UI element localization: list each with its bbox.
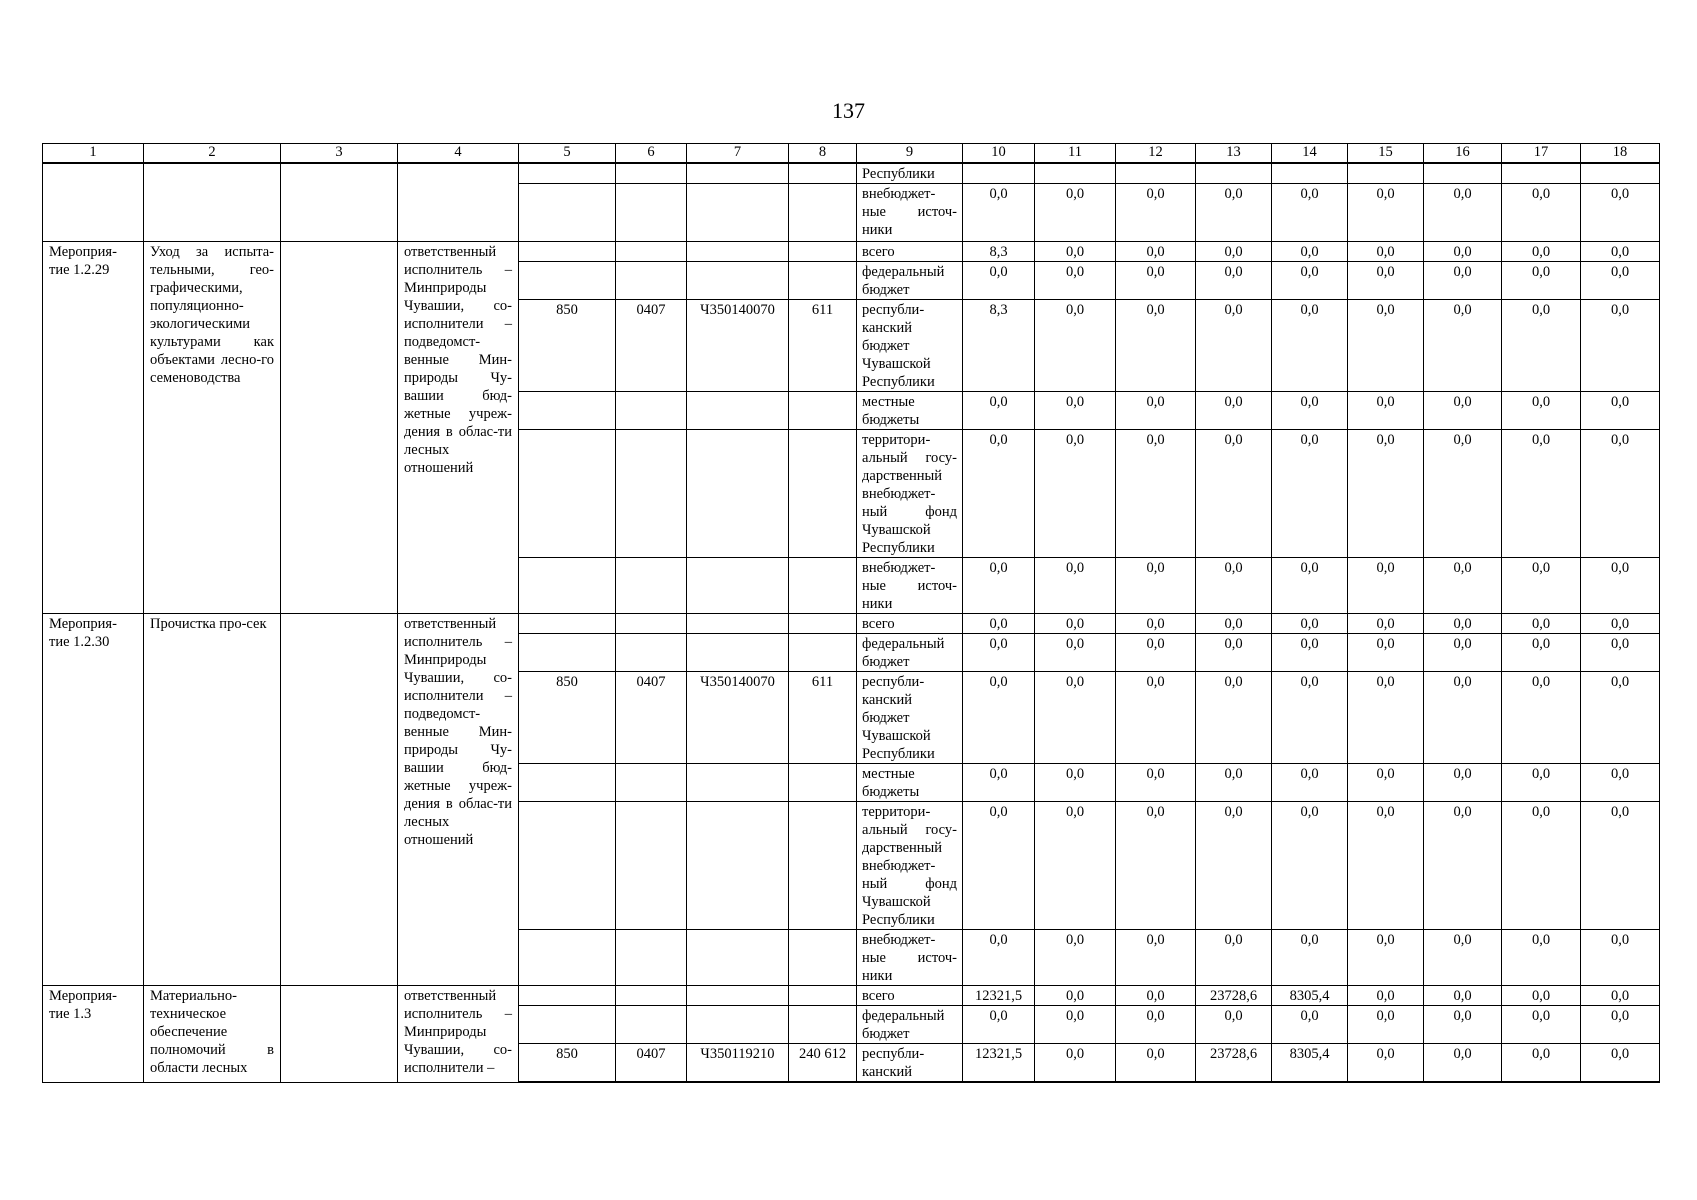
amount-cell: 0,0 [1502, 242, 1581, 262]
funding-source: внебюджет-ные источ-ники [857, 184, 963, 242]
code-section [616, 242, 687, 262]
amount-cell: 0,0 [1502, 930, 1581, 986]
amount-cell [1348, 163, 1424, 184]
page-number: 137 [832, 98, 865, 123]
amount-cell: 0,0 [1196, 614, 1272, 634]
amount-cell: 0,0 [1116, 1044, 1196, 1083]
amount-cell: 0,0 [1116, 242, 1196, 262]
code-target-item [687, 986, 789, 1006]
table-row [43, 242, 1660, 262]
measure-name: Уход за испыта-тельными, гео-графическими, популяционно-экологическими культурами как объектами лесно-го семеноводства [144, 242, 281, 614]
code-section: 0407 [616, 300, 687, 392]
column-number: 4 [398, 144, 519, 164]
amount-cell: 0,0 [1348, 1044, 1424, 1083]
amount-cell [1502, 163, 1581, 184]
measure-number: Мероприя-тие 1.2.30 [43, 614, 144, 986]
amount-cell: 0,0 [1272, 930, 1348, 986]
amount-cell: 0,0 [963, 430, 1035, 558]
code-section [616, 634, 687, 672]
amount-cell: 0,0 [1502, 300, 1581, 392]
amount-cell: 12321,5 [963, 1044, 1035, 1083]
code-target-item [687, 430, 789, 558]
amount-cell: 0,0 [1035, 986, 1116, 1006]
code-grbs: 850 [519, 300, 616, 392]
code-grbs [519, 986, 616, 1006]
column-3-cell [281, 242, 398, 614]
code-expense-type [789, 802, 857, 930]
column-number: 8 [789, 144, 857, 164]
amount-cell: 0,0 [1116, 392, 1196, 430]
amount-cell: 23728,6 [1196, 986, 1272, 1006]
code-grbs [519, 262, 616, 300]
amount-cell: 0,0 [1424, 184, 1502, 242]
funding-source: всего [857, 242, 963, 262]
amount-cell: 0,0 [1196, 558, 1272, 614]
measure-name [144, 163, 281, 242]
amount-cell: 0,0 [1272, 184, 1348, 242]
amount-cell: 0,0 [1581, 184, 1660, 242]
amount-cell: 0,0 [1581, 802, 1660, 930]
code-target-item [687, 242, 789, 262]
amount-cell: 0,0 [963, 184, 1035, 242]
amount-cell: 0,0 [1424, 242, 1502, 262]
amount-cell: 0,0 [1581, 430, 1660, 558]
code-section [616, 764, 687, 802]
amount-cell: 0,0 [1196, 930, 1272, 986]
amount-cell: 0,0 [1502, 672, 1581, 764]
amount-cell: 0,0 [1348, 614, 1424, 634]
amount-cell: 0,0 [1424, 986, 1502, 1006]
amount-cell: 0,0 [1348, 672, 1424, 764]
code-grbs [519, 392, 616, 430]
amount-cell: 0,0 [1196, 242, 1272, 262]
amount-cell: 0,0 [1272, 262, 1348, 300]
amount-cell: 0,0 [1581, 300, 1660, 392]
code-target-item [687, 802, 789, 930]
code-grbs [519, 764, 616, 802]
funding-source: местные бюджеты [857, 392, 963, 430]
amount-cell: 0,0 [1502, 1044, 1581, 1083]
code-expense-type [789, 1006, 857, 1044]
amount-cell: 0,0 [1116, 672, 1196, 764]
amount-cell: 0,0 [1035, 764, 1116, 802]
code-expense-type [789, 242, 857, 262]
amount-cell: 0,0 [1581, 634, 1660, 672]
amount-cell: 0,0 [1348, 430, 1424, 558]
column-number: 14 [1272, 144, 1348, 164]
amount-cell: 0,0 [1348, 242, 1424, 262]
amount-cell: 0,0 [963, 764, 1035, 802]
code-section [616, 802, 687, 930]
code-section [616, 1006, 687, 1044]
column-number: 17 [1502, 144, 1581, 164]
amount-cell: 0,0 [1502, 262, 1581, 300]
amount-cell: 0,0 [963, 634, 1035, 672]
code-grbs: 850 [519, 672, 616, 764]
executor: ответственный исполнитель – Минприроды Чувашии, со-исполнители – подведомст-венные Мин-природы Чу-вашии бюд-жетные учреж-дения в облас-ти лесных отношений [398, 242, 519, 614]
funding-source: всего [857, 614, 963, 634]
code-grbs [519, 1006, 616, 1044]
code-section [616, 262, 687, 300]
amount-cell: 0,0 [1424, 614, 1502, 634]
executor: ответственный исполнитель – Минприроды Чувашии, со-исполнители – подведомст-венные Мин-природы Чу-вашии бюд-жетные учреж-дения в облас-ти лесных отношений [398, 614, 519, 986]
code-grbs: 850 [519, 1044, 616, 1083]
amount-cell: 0,0 [1348, 764, 1424, 802]
code-expense-type [789, 764, 857, 802]
amount-cell: 0,0 [1424, 558, 1502, 614]
column-number: 10 [963, 144, 1035, 164]
amount-cell: 0,0 [1348, 930, 1424, 986]
column-number: 12 [1116, 144, 1196, 164]
amount-cell: 0,0 [1035, 1044, 1116, 1083]
code-grbs [519, 930, 616, 986]
code-expense-type [789, 430, 857, 558]
code-target-item [687, 634, 789, 672]
code-target-item [687, 262, 789, 300]
code-expense-type [789, 262, 857, 300]
amount-cell: 8305,4 [1272, 1044, 1348, 1083]
code-section [616, 392, 687, 430]
amount-cell: 0,0 [1272, 558, 1348, 614]
amount-cell: 0,0 [1116, 986, 1196, 1006]
amount-cell: 0,0 [1272, 392, 1348, 430]
amount-cell: 0,0 [1116, 764, 1196, 802]
funding-source: всего [857, 986, 963, 1006]
amount-cell: 0,0 [963, 614, 1035, 634]
code-section [616, 430, 687, 558]
code-grbs [519, 163, 616, 184]
column-number: 3 [281, 144, 398, 164]
amount-cell: 0,0 [1502, 764, 1581, 802]
code-section [616, 558, 687, 614]
amount-cell: 0,0 [1035, 634, 1116, 672]
amount-cell: 0,0 [1196, 764, 1272, 802]
amount-cell: 0,0 [1502, 986, 1581, 1006]
amount-cell: 0,0 [1035, 184, 1116, 242]
amount-cell: 0,0 [1581, 392, 1660, 430]
amount-cell: 0,0 [1348, 634, 1424, 672]
amount-cell: 0,0 [1035, 392, 1116, 430]
amount-cell: 8305,4 [1272, 986, 1348, 1006]
code-target-item [687, 1006, 789, 1044]
amount-cell: 0,0 [1424, 300, 1502, 392]
measure-name: Материально-техническое обеспечение полномочий в области лесных [144, 986, 281, 1083]
amount-cell: 0,0 [1581, 614, 1660, 634]
table-row [43, 986, 1660, 1006]
amount-cell: 0,0 [1502, 1006, 1581, 1044]
amount-cell: 0,0 [1272, 614, 1348, 634]
code-target-item [687, 392, 789, 430]
column-number: 11 [1035, 144, 1116, 164]
amount-cell: 0,0 [963, 1006, 1035, 1044]
amount-cell: 0,0 [1272, 764, 1348, 802]
code-expense-type [789, 392, 857, 430]
amount-cell [963, 163, 1035, 184]
amount-cell: 0,0 [1272, 672, 1348, 764]
amount-cell: 0,0 [1116, 430, 1196, 558]
amount-cell: 0,0 [1348, 184, 1424, 242]
measure-number: Мероприя-тие 1.3 [43, 986, 144, 1083]
column-number: 7 [687, 144, 789, 164]
amount-cell: 0,0 [1502, 802, 1581, 930]
amount-cell [1196, 163, 1272, 184]
code-target-item [687, 558, 789, 614]
executor [398, 163, 519, 242]
funding-source: территори-альный госу-дарственный внебюджет-ный фонд Чувашской Республики [857, 802, 963, 930]
code-grbs [519, 614, 616, 634]
amount-cell: 0,0 [1424, 672, 1502, 764]
budget-table [42, 143, 1660, 1083]
amount-cell: 0,0 [1348, 262, 1424, 300]
amount-cell: 0,0 [1035, 558, 1116, 614]
amount-cell: 0,0 [1116, 634, 1196, 672]
amount-cell: 0,0 [963, 930, 1035, 986]
code-expense-type [789, 558, 857, 614]
amount-cell: 0,0 [1035, 614, 1116, 634]
amount-cell: 12321,5 [963, 986, 1035, 1006]
amount-cell: 0,0 [1196, 300, 1272, 392]
column-3-cell [281, 163, 398, 242]
amount-cell: 8,3 [963, 300, 1035, 392]
funding-source: внебюджет-ные источ-ники [857, 930, 963, 986]
code-expense-type [789, 614, 857, 634]
funding-source: территори-альный госу-дарственный внебюджет-ный фонд Чувашской Республики [857, 430, 963, 558]
amount-cell: 0,0 [1502, 558, 1581, 614]
code-section: 0407 [616, 672, 687, 764]
code-expense-type: 240 612 [789, 1044, 857, 1083]
code-target-item: Ч350119210 [687, 1044, 789, 1083]
amount-cell: 0,0 [1272, 242, 1348, 262]
column-number: 18 [1581, 144, 1660, 164]
amount-cell: 0,0 [1424, 1006, 1502, 1044]
amount-cell: 0,0 [1035, 300, 1116, 392]
amount-cell: 0,0 [1424, 802, 1502, 930]
amount-cell [1272, 163, 1348, 184]
column-number: 15 [1348, 144, 1424, 164]
amount-cell [1581, 163, 1660, 184]
funding-source: Республики [857, 163, 963, 184]
code-section [616, 614, 687, 634]
amount-cell: 0,0 [1196, 262, 1272, 300]
measure-name: Прочистка про-сек [144, 614, 281, 986]
amount-cell: 0,0 [1348, 802, 1424, 930]
amount-cell: 0,0 [963, 392, 1035, 430]
code-expense-type [789, 634, 857, 672]
code-expense-type [789, 163, 857, 184]
amount-cell: 0,0 [1035, 802, 1116, 930]
amount-cell: 0,0 [1581, 558, 1660, 614]
amount-cell: 0,0 [1348, 392, 1424, 430]
column-number: 16 [1424, 144, 1502, 164]
amount-cell: 0,0 [1424, 430, 1502, 558]
column-number: 9 [857, 144, 963, 164]
code-target-item [687, 930, 789, 986]
measure-number [43, 163, 144, 242]
column-number: 13 [1196, 144, 1272, 164]
amount-cell: 0,0 [1116, 184, 1196, 242]
amount-cell: 0,0 [1581, 930, 1660, 986]
amount-cell: 0,0 [1581, 986, 1660, 1006]
amount-cell: 0,0 [1196, 802, 1272, 930]
amount-cell: 0,0 [1424, 634, 1502, 672]
amount-cell: 0,0 [1581, 1044, 1660, 1083]
executor: ответственный исполнитель – Минприроды Чувашии, со-исполнители – [398, 986, 519, 1083]
code-section [616, 986, 687, 1006]
amount-cell: 0,0 [1272, 634, 1348, 672]
amount-cell: 0,0 [1116, 802, 1196, 930]
column-3-cell [281, 986, 398, 1083]
code-section [616, 184, 687, 242]
amount-cell: 0,0 [1424, 392, 1502, 430]
funding-source: федеральный бюджет [857, 1006, 963, 1044]
amount-cell: 0,0 [1424, 764, 1502, 802]
amount-cell: 0,0 [1196, 430, 1272, 558]
amount-cell: 0,0 [1196, 392, 1272, 430]
funding-source: республи-канский бюджет Чувашской Республики [857, 672, 963, 764]
table-row [43, 614, 1660, 634]
code-expense-type [789, 930, 857, 986]
amount-cell: 0,0 [1348, 300, 1424, 392]
code-section: 0407 [616, 1044, 687, 1083]
amount-cell: 0,0 [1035, 930, 1116, 986]
amount-cell: 23728,6 [1196, 1044, 1272, 1083]
column-number-row [43, 144, 1660, 164]
amount-cell [1424, 163, 1502, 184]
amount-cell: 0,0 [1424, 1044, 1502, 1083]
amount-cell: 0,0 [1581, 1006, 1660, 1044]
column-number: 5 [519, 144, 616, 164]
column-number: 1 [43, 144, 144, 164]
code-grbs [519, 184, 616, 242]
amount-cell: 0,0 [1116, 614, 1196, 634]
amount-cell: 0,0 [1502, 614, 1581, 634]
amount-cell: 0,0 [1581, 242, 1660, 262]
measure-number: Мероприя-тие 1.2.29 [43, 242, 144, 614]
amount-cell: 0,0 [1502, 430, 1581, 558]
amount-cell: 0,0 [1116, 930, 1196, 986]
funding-source: местные бюджеты [857, 764, 963, 802]
amount-cell: 0,0 [1035, 1006, 1116, 1044]
code-grbs [519, 802, 616, 930]
amount-cell: 0,0 [1272, 430, 1348, 558]
funding-source: республи-канский [857, 1044, 963, 1083]
amount-cell: 0,0 [1348, 986, 1424, 1006]
code-expense-type: 611 [789, 300, 857, 392]
code-grbs [519, 242, 616, 262]
amount-cell: 0,0 [1035, 262, 1116, 300]
code-expense-type: 611 [789, 672, 857, 764]
code-target-item [687, 764, 789, 802]
amount-cell: 0,0 [1581, 764, 1660, 802]
amount-cell: 0,0 [1116, 1006, 1196, 1044]
amount-cell: 0,0 [1035, 242, 1116, 262]
amount-cell: 0,0 [1502, 634, 1581, 672]
code-target-item [687, 163, 789, 184]
amount-cell: 0,0 [963, 672, 1035, 764]
amount-cell: 0,0 [1196, 672, 1272, 764]
amount-cell: 0,0 [1502, 392, 1581, 430]
amount-cell: 0,0 [1196, 184, 1272, 242]
code-grbs [519, 634, 616, 672]
column-3-cell [281, 614, 398, 986]
amount-cell: 8,3 [963, 242, 1035, 262]
amount-cell: 0,0 [1348, 1006, 1424, 1044]
amount-cell: 0,0 [1424, 930, 1502, 986]
amount-cell: 0,0 [1581, 262, 1660, 300]
code-grbs [519, 430, 616, 558]
code-section [616, 930, 687, 986]
code-section [616, 163, 687, 184]
amount-cell: 0,0 [1116, 558, 1196, 614]
amount-cell: 0,0 [963, 262, 1035, 300]
code-target-item [687, 184, 789, 242]
table-row [43, 163, 1660, 184]
amount-cell: 0,0 [963, 802, 1035, 930]
amount-cell: 0,0 [1272, 300, 1348, 392]
funding-source: внебюджет-ные источ-ники [857, 558, 963, 614]
amount-cell: 0,0 [963, 558, 1035, 614]
code-expense-type [789, 184, 857, 242]
amount-cell [1035, 163, 1116, 184]
amount-cell [1116, 163, 1196, 184]
funding-source: федеральный бюджет [857, 262, 963, 300]
amount-cell: 0,0 [1196, 1006, 1272, 1044]
code-expense-type [789, 986, 857, 1006]
code-grbs [519, 558, 616, 614]
column-number: 6 [616, 144, 687, 164]
column-number: 2 [144, 144, 281, 164]
amount-cell: 0,0 [1035, 672, 1116, 764]
amount-cell: 0,0 [1424, 262, 1502, 300]
amount-cell: 0,0 [1035, 430, 1116, 558]
amount-cell: 0,0 [1581, 672, 1660, 764]
funding-source: федеральный бюджет [857, 634, 963, 672]
funding-source: республи-канский бюджет Чувашской Республики [857, 300, 963, 392]
amount-cell: 0,0 [1272, 1006, 1348, 1044]
code-target-item: Ч350140070 [687, 300, 789, 392]
amount-cell: 0,0 [1272, 802, 1348, 930]
code-target-item: Ч350140070 [687, 672, 789, 764]
amount-cell: 0,0 [1116, 300, 1196, 392]
amount-cell: 0,0 [1196, 634, 1272, 672]
code-target-item [687, 614, 789, 634]
amount-cell: 0,0 [1116, 262, 1196, 300]
amount-cell: 0,0 [1502, 184, 1581, 242]
amount-cell: 0,0 [1348, 558, 1424, 614]
